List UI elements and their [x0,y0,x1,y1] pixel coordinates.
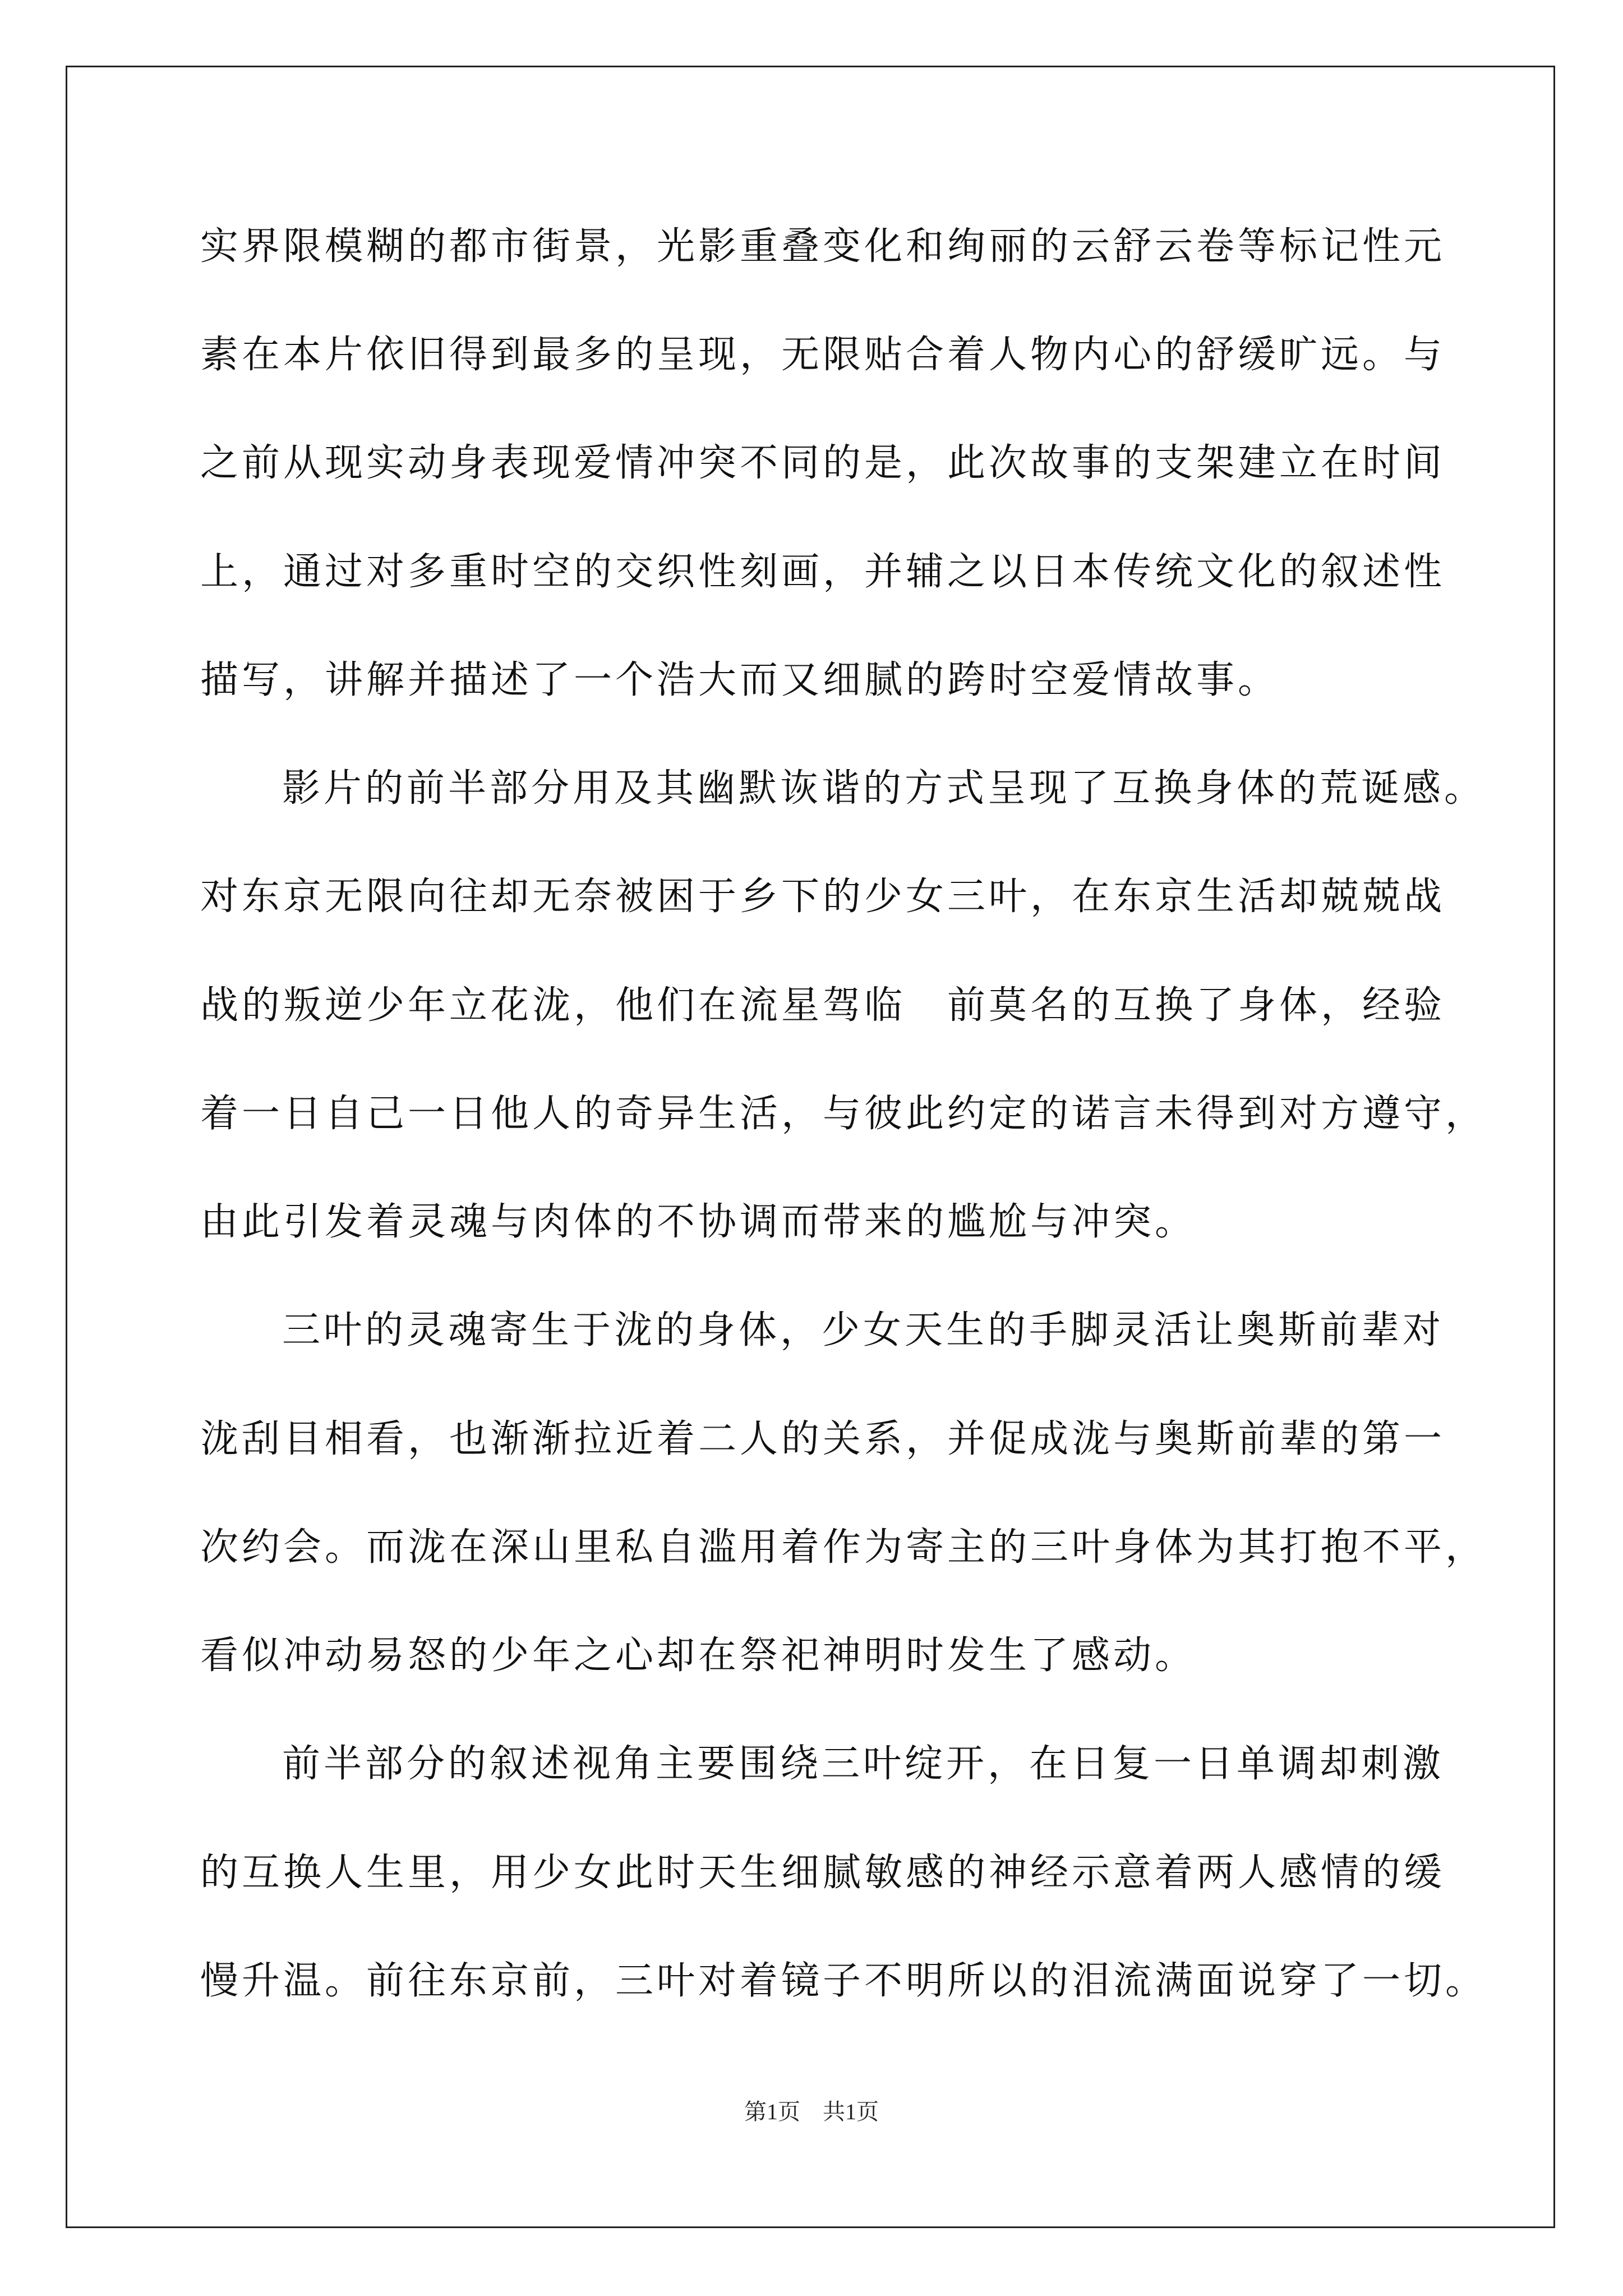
page-border [66,66,1555,2228]
paragraph-first-line: 影片的前半部分用及其幽默诙谐的方式呈现了互换身体的荒诞感。 [282,766,1486,811]
text-line: 看似冲动易怒的少年之心却在祭祀神明时发生了感动。 [200,1634,1197,1678]
text-line: 着一日自己一日他人的奇异生活，与彼此约定的诺言未得到对方遵守， [200,1092,1487,1136]
text-line: 次约会。而泷在深山里私自滥用着作为寄主的三叶身体为其打抱不平， [200,1525,1487,1570]
page-number-footer: 第1页 共1页 [744,2099,879,2124]
text-line: 战的叛逆少年立花泷，他们在流星驾临 前莫名的互换了身体，经验 [200,983,1446,1028]
paragraph-first-line: 前半部分的叙述视角主要围绕三叶绽开，在日复一日单调却刺激 [282,1742,1445,1786]
text-line: 之前从现实动身表现爱情冲突不同的是，此次故事的支架建立在时间 [200,441,1446,485]
text-line: 上，通过对多重时空的交织性刻画，并辅之以日本传统文化的叙述性 [200,550,1446,594]
text-line: 的互换人生里，用少女此时天生细腻敏感的神经示意着两人感情的缓 [200,1851,1446,1895]
text-line: 描写，讲解并描述了一个浩大而又细腻的跨时空爱情故事。 [200,658,1280,702]
text-line: 素在本片依旧得到最多的呈现，无限贴合着人物内心的舒缓旷远。与 [200,333,1446,377]
paragraph-first-line: 三叶的灵魂寄生于泷的身体，少女天生的手脚灵活让奥斯前辈对 [282,1308,1445,1352]
text-line: 对东京无限向往却无奈被困于乡下的少女三叶，在东京生活却兢兢战 [200,875,1446,919]
text-line: 由此引发着灵魂与肉体的不协调而带来的尴尬与冲突。 [200,1200,1197,1244]
text-line: 实界限模糊的都市街景，光影重叠变化和绚丽的云舒云卷等标记性元 [200,224,1446,269]
text-line: 慢升温。前往东京前，三叶对着镜子不明所以的泪流满面说穿了一切。 [200,1959,1487,2003]
text-line: 泷刮目相看，也渐渐拉近着二人的关系，并促成泷与奥斯前辈的第一 [200,1417,1446,1461]
